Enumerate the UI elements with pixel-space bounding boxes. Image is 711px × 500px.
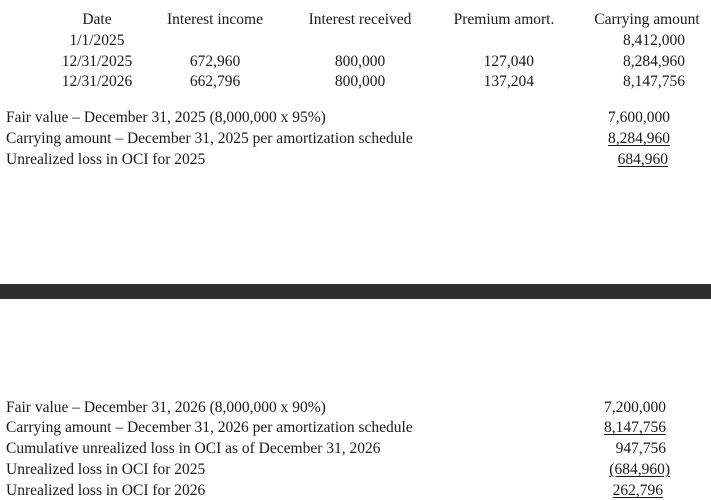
- header-date: Date: [82, 11, 112, 28]
- cell-carrying: 8,147,756: [623, 73, 685, 90]
- cell-date: 12/31/2025: [61, 53, 133, 70]
- calc-label: Cumulative unrealized loss in OCI as of December 31, 2026: [6, 440, 381, 457]
- cell-received: 800,000: [334, 73, 386, 90]
- cell-amort: 137,204: [483, 73, 534, 90]
- cell-received: 800,000: [334, 53, 386, 70]
- calc-value: 7,200,000: [604, 399, 666, 416]
- calc-label: Unrealized loss in OCI for 2025: [6, 151, 206, 168]
- cell-carrying: 8,284,960: [623, 53, 685, 70]
- calc-label: Fair value – December 31, 2026 (8,000,000 x 90%): [6, 399, 326, 416]
- calc-value: 947,756: [615, 440, 666, 457]
- header-interest-received: Interest received: [308, 11, 412, 28]
- calc-value: (684,960): [609, 461, 670, 478]
- cell-date: 12/31/2026: [61, 73, 133, 90]
- cell-income: 672,960: [189, 53, 241, 70]
- cell-carrying: 8,412,000: [623, 32, 685, 49]
- section-divider: [0, 284, 711, 299]
- calc-label: Fair value – December 31, 2025 (8,000,000 x 95%): [6, 109, 326, 126]
- calc-value: 8,284,960: [608, 130, 670, 147]
- calc-label: Carrying amount – December 31, 2025 per amortization schedule: [6, 130, 413, 147]
- cell-amort: 127,040: [483, 53, 534, 70]
- calc-value: 262,796: [612, 482, 663, 499]
- calc-value: 7,600,000: [608, 109, 670, 126]
- header-interest-income: Interest income: [167, 11, 263, 28]
- calc-value: 684,960: [617, 151, 668, 168]
- cell-income: 662,796: [189, 73, 241, 90]
- calc-label: Unrealized loss in OCI for 2026: [6, 482, 206, 499]
- calc-value: 8,147,756: [604, 419, 666, 436]
- calc-label: Carrying amount – December 31, 2026 per amortization schedule: [6, 419, 413, 436]
- calc-label: Unrealized loss in OCI for 2025: [6, 461, 206, 478]
- cell-date: 1/1/2025: [69, 32, 125, 49]
- header-premium-amort: Premium amort.: [453, 11, 555, 28]
- header-carrying-amount: Carrying amount: [594, 11, 700, 28]
